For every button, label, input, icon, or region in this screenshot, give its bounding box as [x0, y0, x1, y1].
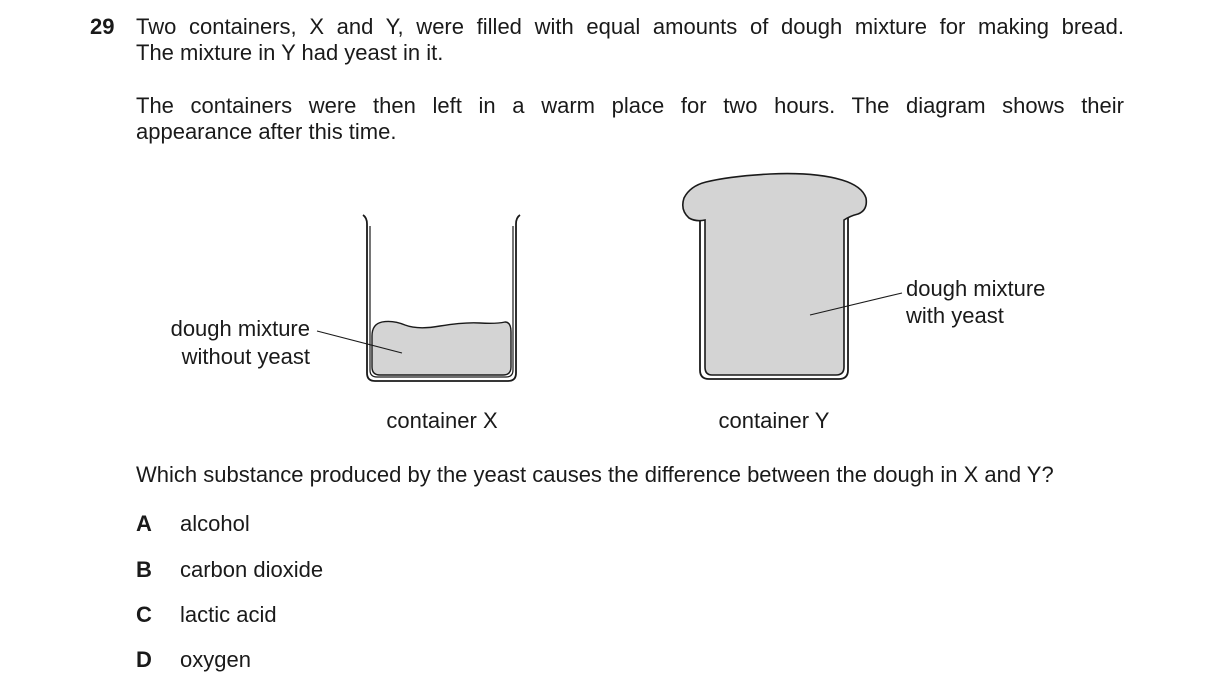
- option-c-letter: C: [136, 602, 152, 627]
- label-x-line-2: without yeast: [181, 344, 310, 369]
- caption-container-y: container Y: [718, 408, 830, 433]
- option-a-text: alcohol: [180, 511, 250, 536]
- paragraph-2-line-1: The containers were then left in a warm place for two hours. The diagram shows their: [136, 93, 1124, 118]
- question-prompt: Which substance produced by the yeast causes the difference between the dough in X and Y?: [136, 462, 1054, 487]
- caption-container-x: container X: [386, 408, 498, 433]
- label-y-line-2: with yeast: [906, 303, 1004, 328]
- container-x: [363, 215, 520, 381]
- option-d[interactable]: [136, 647, 251, 673]
- paragraph-1-line-2: The mixture in Y had yeast in it.: [136, 40, 444, 65]
- paragraph-2-line-2: appearance after this time.: [136, 119, 397, 144]
- label-x-line-1: dough mixture: [170, 316, 310, 341]
- label-y-line-1: dough mixture: [906, 276, 1046, 301]
- question-number: 29: [90, 14, 115, 39]
- option-d-letter: D: [136, 647, 152, 672]
- option-c-text: lactic acid: [180, 602, 277, 627]
- container-y: [683, 174, 867, 379]
- option-d-text: oxygen: [180, 647, 251, 672]
- option-c[interactable]: [136, 602, 277, 628]
- option-a-letter: A: [136, 511, 152, 536]
- option-b-letter: B: [136, 557, 152, 582]
- paragraph-1-line-1: Two containers, X and Y, were filled with equal amounts of dough mixture for making bread.: [136, 14, 1124, 39]
- dough-without-yeast: [372, 321, 511, 375]
- dough-with-yeast: [683, 174, 867, 375]
- option-b-text: carbon dioxide: [180, 557, 324, 582]
- option-b[interactable]: [136, 557, 323, 583]
- option-a[interactable]: [136, 511, 250, 537]
